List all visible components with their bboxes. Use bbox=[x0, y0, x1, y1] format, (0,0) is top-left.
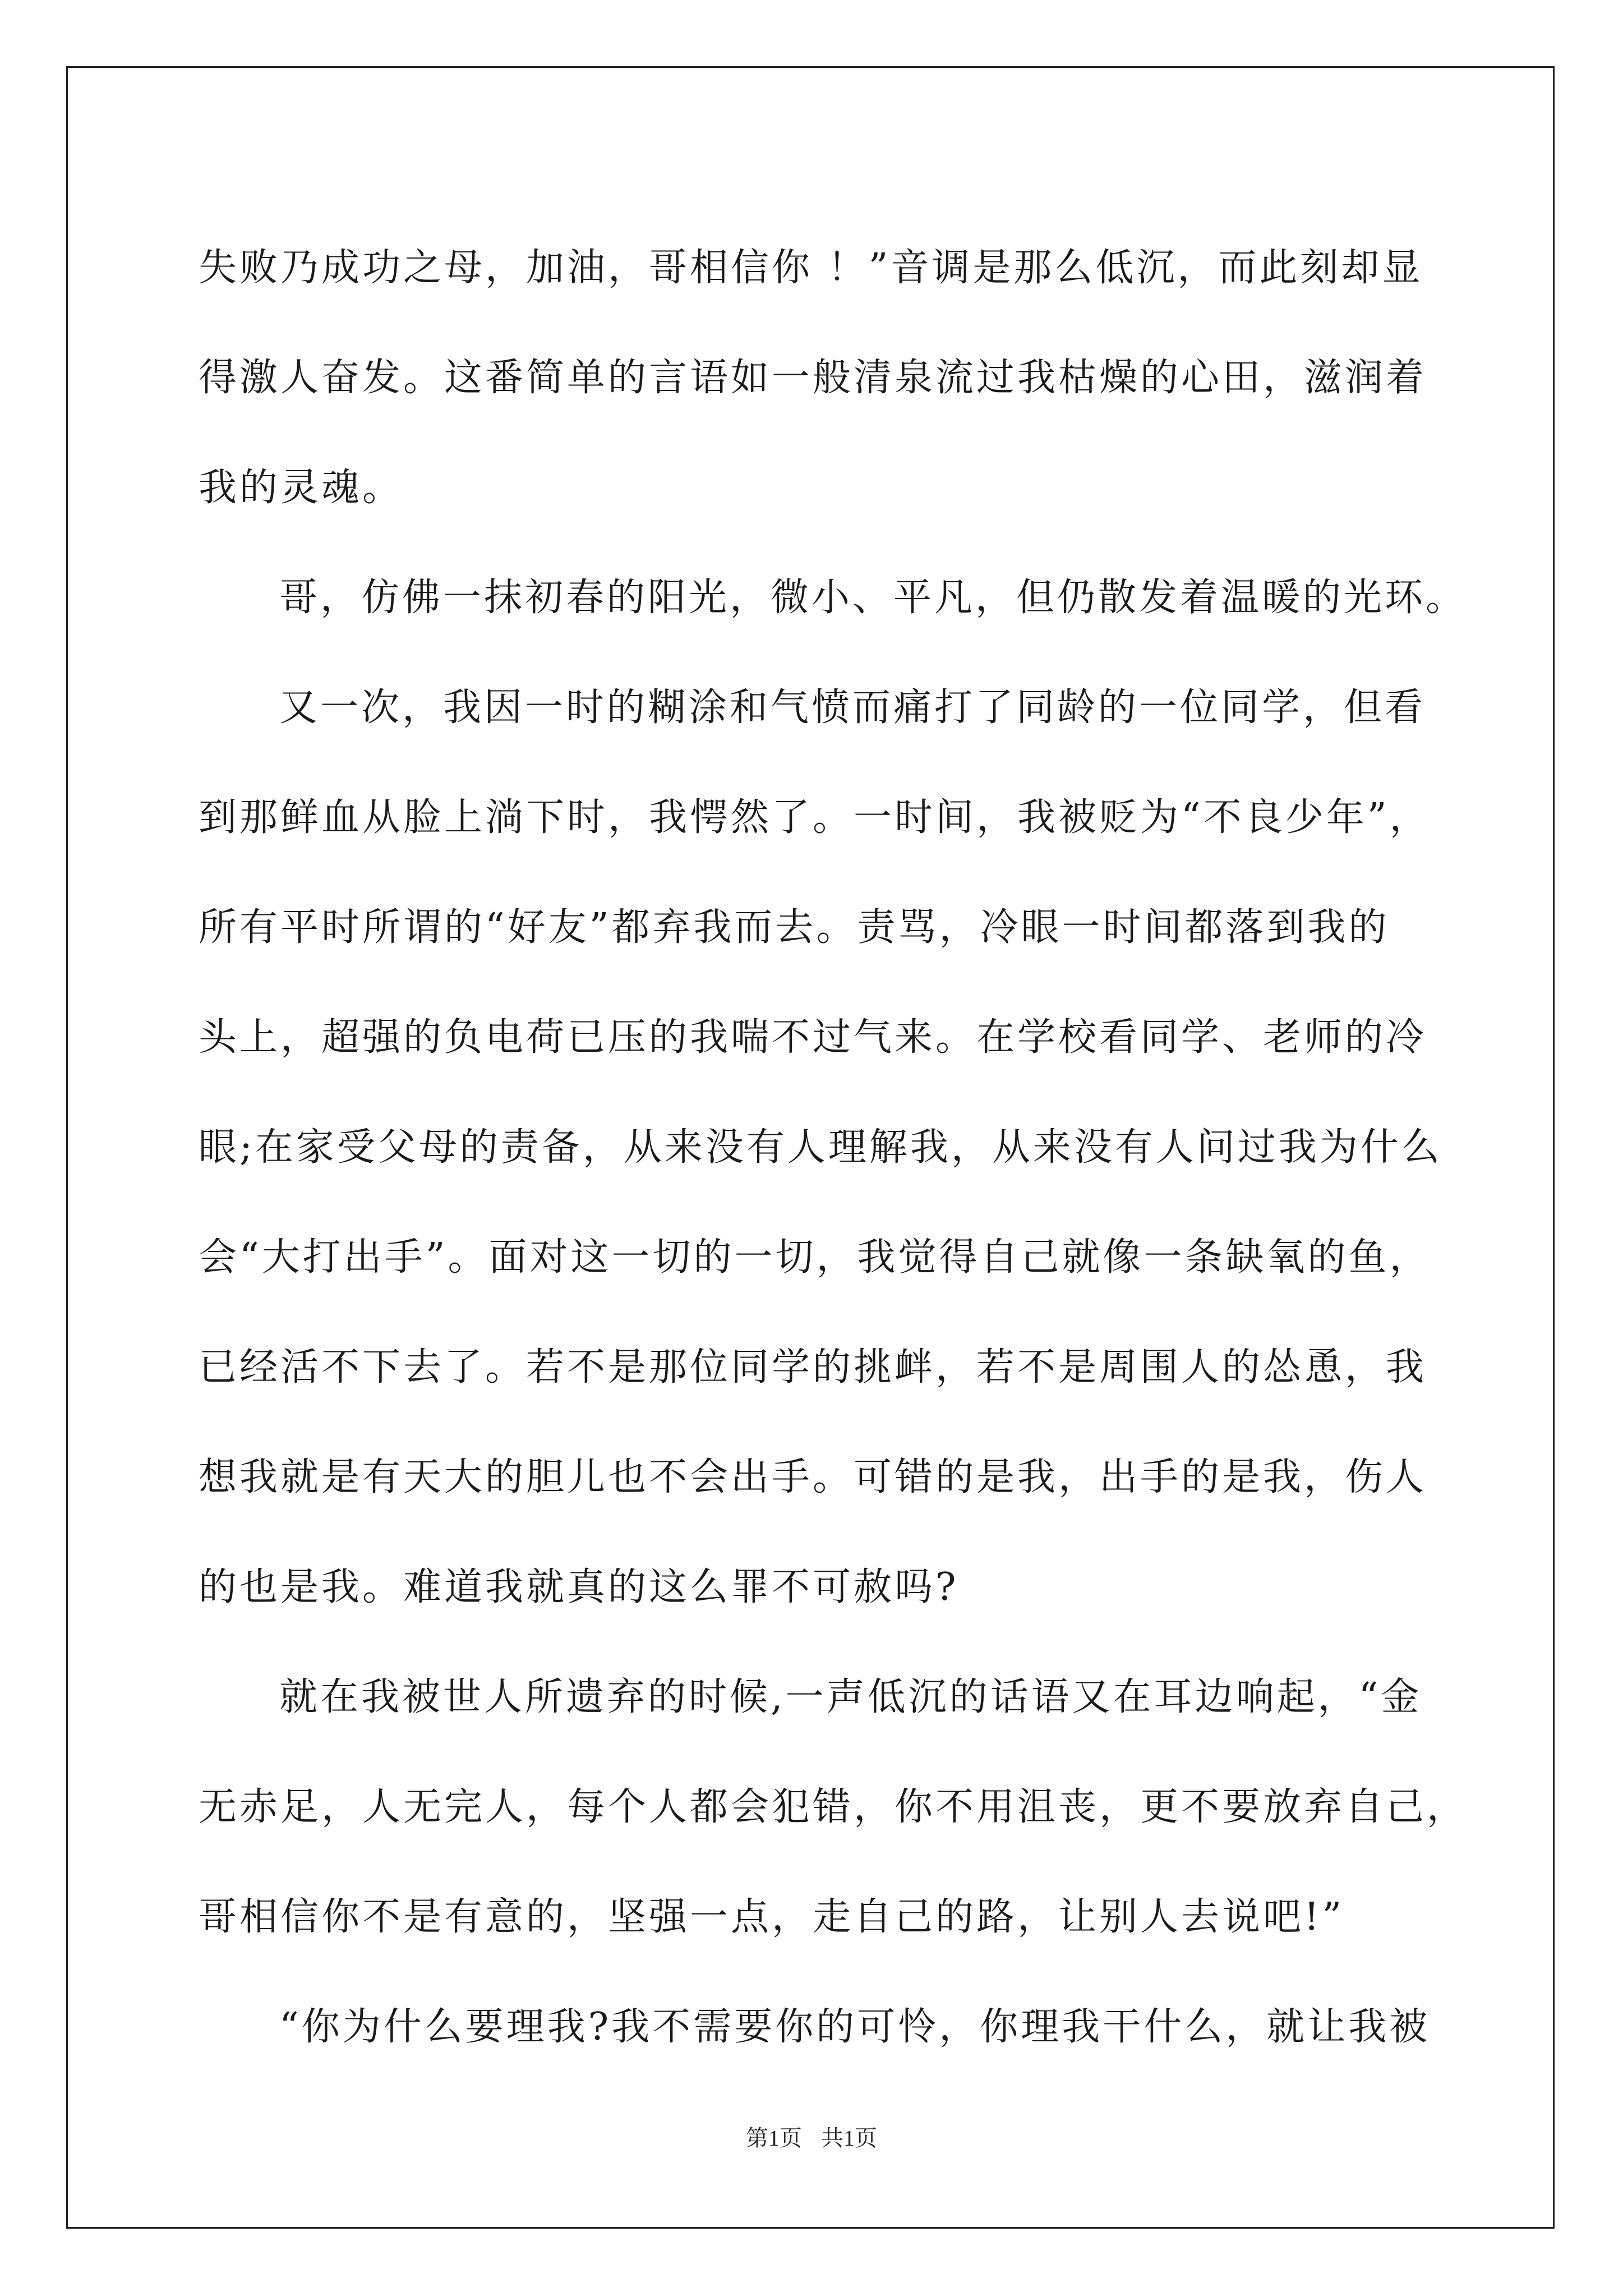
text-line: 已经活不下去了。若不是那位同学的挑衅，若不是周围人的怂恿，我 bbox=[199, 1345, 1427, 1389]
text-line: 会“大打出手”。面对这一切的一切，我觉得自己就像一条缺氧的鱼， bbox=[199, 1235, 1431, 1280]
text-line: 得激人奋发。这番简单的言语如一般清泉流过我枯燥的心田，滋润着 bbox=[199, 356, 1427, 400]
page-footer bbox=[0, 2120, 1623, 2152]
text-line: 哥相信你不是有意的，坚强一点，走自己的路，让别人去说吧!” bbox=[199, 1895, 1345, 1939]
text-line: 无赤足，人无完人，每个人都会犯错，你不用沮丧，更不要放弃自己， bbox=[199, 1785, 1468, 1829]
text-line: 所有平时所谓的“好友”都弃我而去。责骂，冷眼一时间都落到我的 bbox=[199, 905, 1390, 950]
text-line: 眼;在家受父母的责备，从来没有人理解我，从来没有人问过我为什么 bbox=[199, 1125, 1442, 1170]
page-number-current: 第1页 bbox=[746, 2125, 802, 2151]
text-line: 哥，仿佛一抹初春的阳光，微小、平凡，但仍散发着温暖的光环。 bbox=[279, 576, 1467, 620]
text-line: 又一次，我因一时的糊涂和气愤而痛打了同龄的一位同学，但看 bbox=[279, 685, 1426, 730]
text-line: 想我就是有天大的胆儿也不会出手。可错的是我，出手的是我，伤人 bbox=[199, 1455, 1427, 1499]
text-line: “你为什么要理我?我不需要你的可怜，你理我干什么，就让我被 bbox=[279, 2005, 1431, 2049]
text-line: 就在我被世人所遗弃的时候,一声低沉的话语又在耳边响起，“金 bbox=[279, 1675, 1422, 1719]
text-line: 的也是我。难道我就真的这么罪不可赦吗? bbox=[199, 1565, 959, 1609]
text-line: 失败乃成功之母，加油，哥相信你 ！”音调是那么低沉，而此刻却显 bbox=[199, 246, 1423, 290]
text-line: 头上，超强的负电荷已压的我喘不过气来。在学校看同学、老师的冷 bbox=[199, 1015, 1427, 1060]
text-line: 我的灵魂。 bbox=[199, 466, 404, 510]
page-number-total: 共1页 bbox=[821, 2125, 877, 2151]
document-body bbox=[199, 213, 1468, 2082]
text-line: 到那鲜血从脸上淌下时，我愕然了。一时间，我被贬为“不良少年”， bbox=[199, 795, 1431, 840]
